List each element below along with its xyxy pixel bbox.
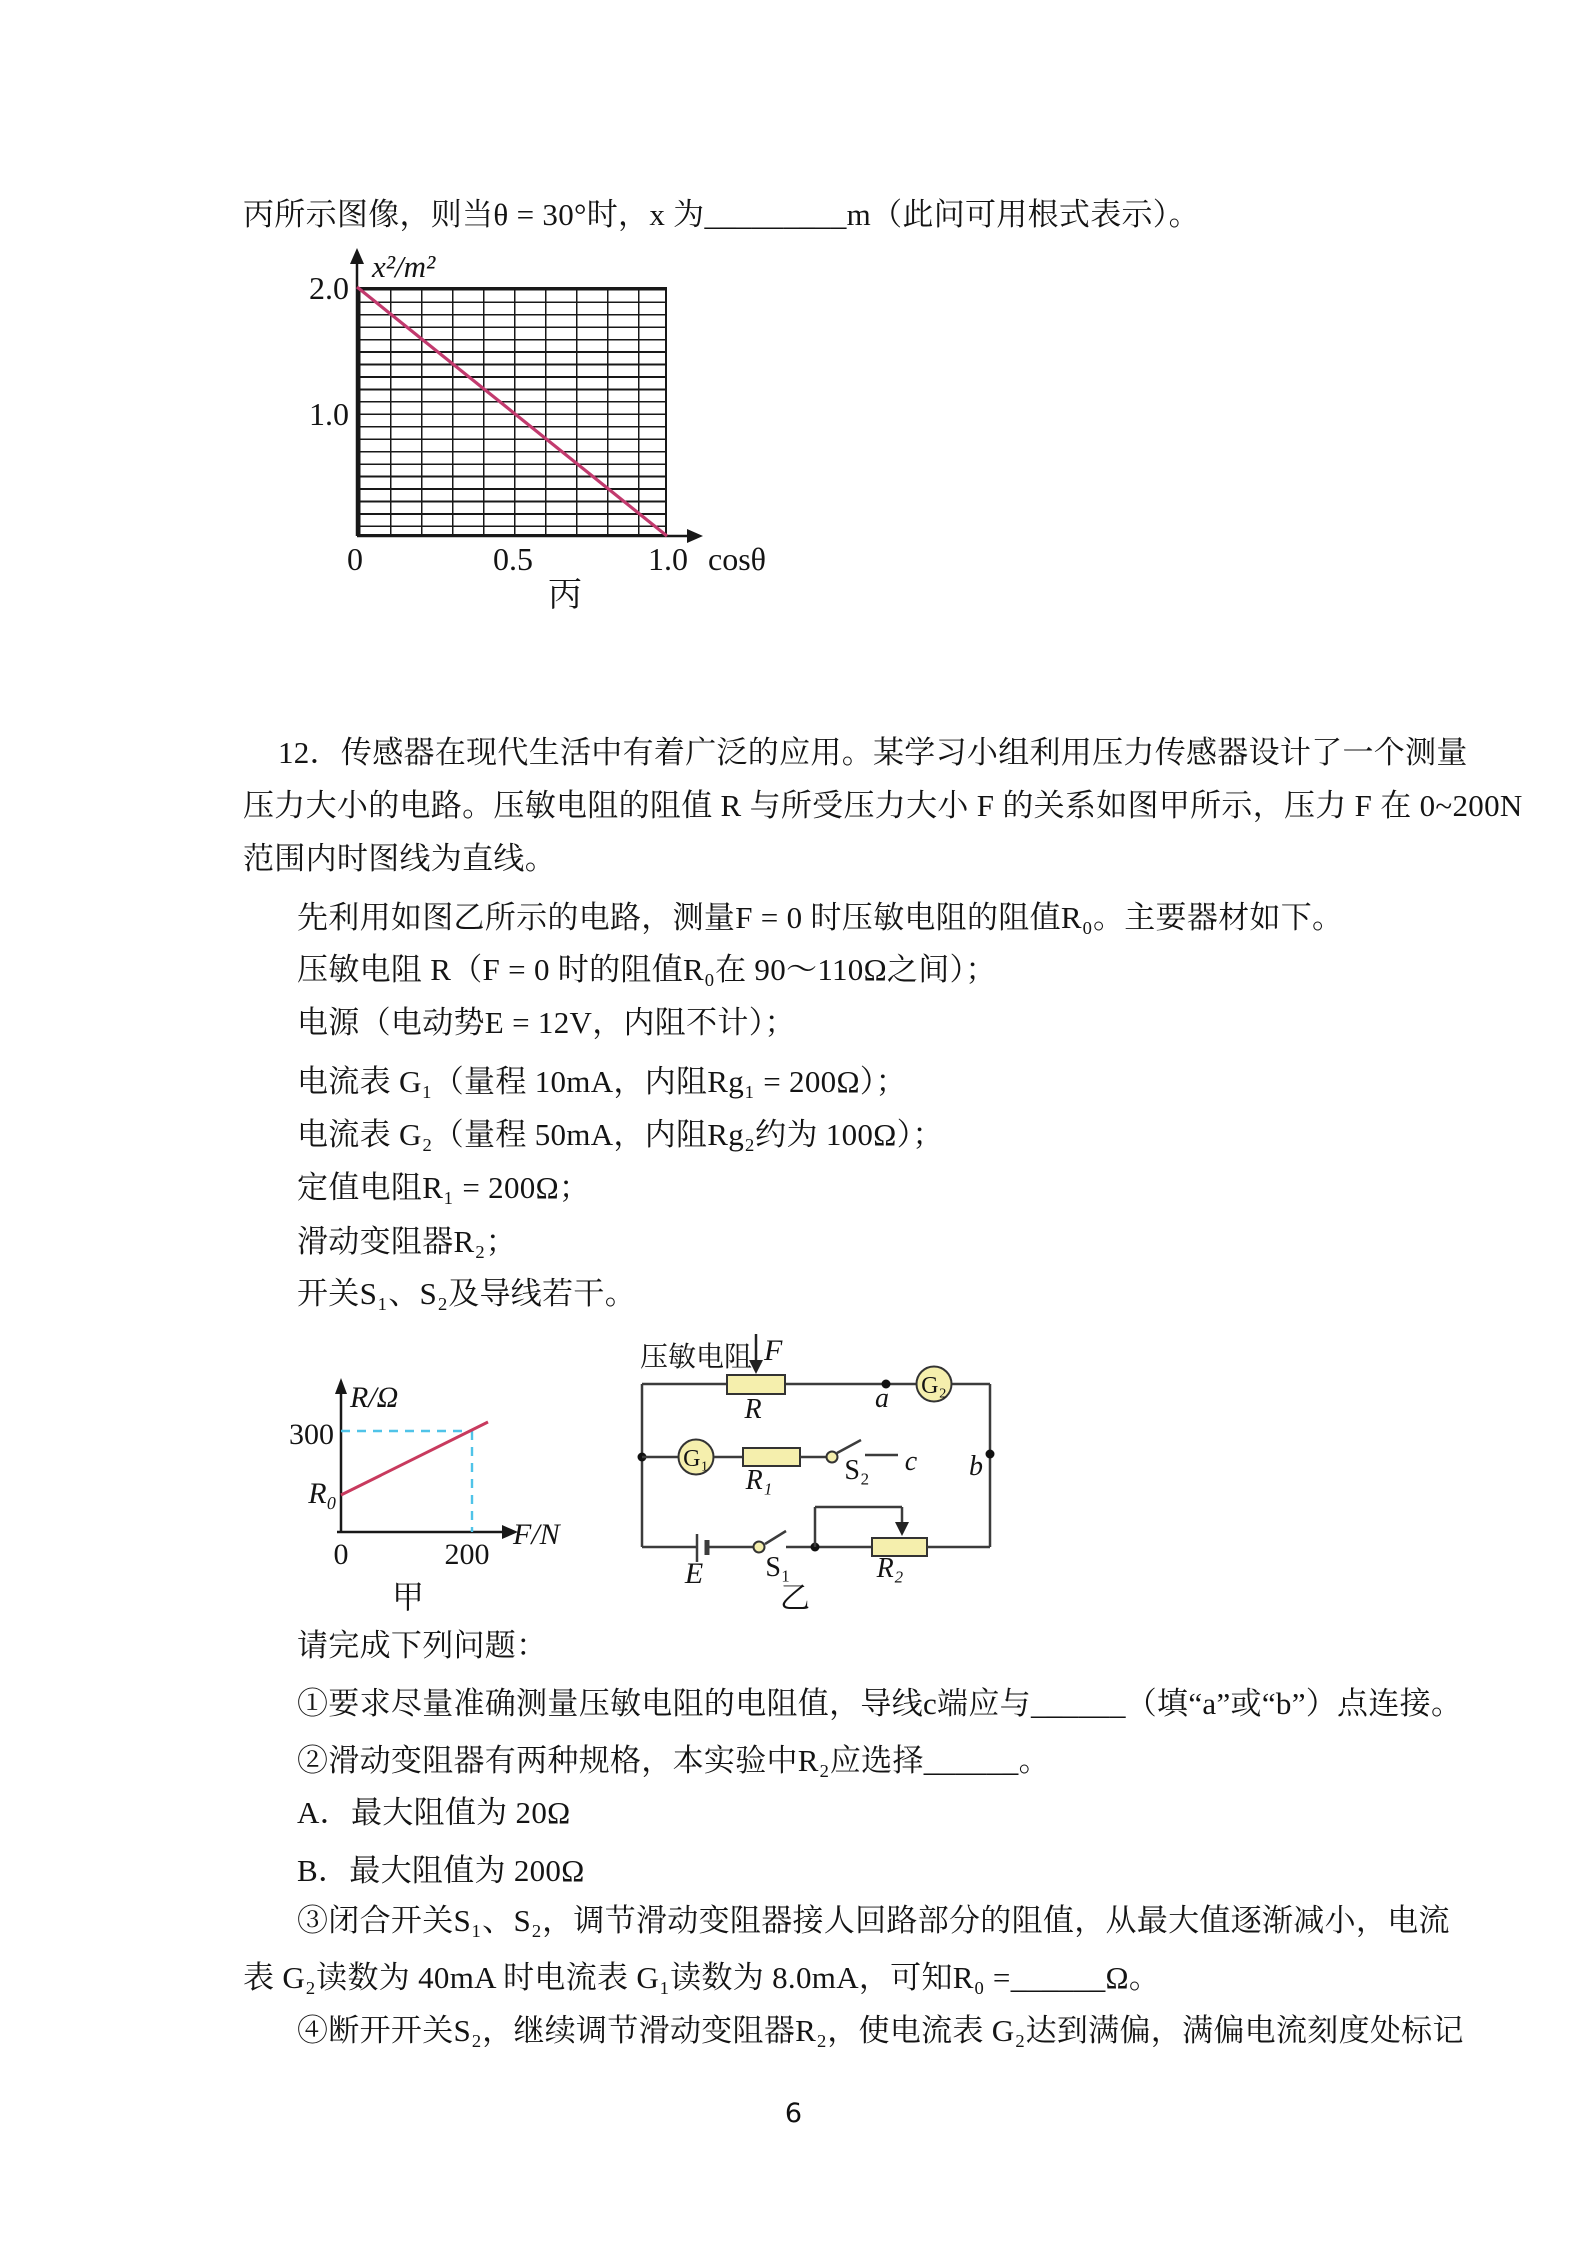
question-2: ②滑动变阻器有两种规格，本实验中R₂应选择______。	[297, 1743, 1050, 1778]
switch-s1-label: S₁	[765, 1552, 791, 1583]
bing-ytick-1: 1.0	[309, 396, 349, 432]
bing-x-label: cosθ	[708, 541, 766, 577]
meter-g2-label: G₂	[921, 1373, 947, 1399]
jia-caption: 甲	[391, 1579, 425, 1615]
sensor-label: 压敏电阻	[640, 1342, 753, 1373]
equipment-item: 电流表 G₁（量程 10mA，内阻Rg₁ = 200Ω）；	[297, 1064, 907, 1099]
setup-line: 先利用如图乙所示的电路，测量F = 0 时压敏电阻的阻值R₀。主要器材如下。	[297, 900, 1344, 935]
switch-s1-lever	[765, 1531, 786, 1544]
yi-caption: 乙	[780, 1582, 810, 1615]
q12-line2: 压力大小的电路。压敏电阻的阻值 R 与所受压力大小 F 的关系如图甲所示，压力 F 在 0~200N	[243, 788, 1523, 823]
bing-chart	[300, 240, 780, 630]
q12-line3: 范围内时图线为直线。	[243, 841, 556, 876]
point-b-node	[986, 1450, 995, 1459]
sensor-r-label: R	[744, 1394, 762, 1425]
battery-label: E	[684, 1557, 704, 1590]
question-3-line2: 表 G₂读数为 40mA 时电流表 G₁读数为 8.0mA，可知R₀ =______Ω。	[243, 1960, 1161, 1995]
option-b: B．最大阻值为 200Ω	[297, 1853, 585, 1888]
option-a: A．最大阻值为 20Ω	[297, 1795, 571, 1830]
sensor-r-body	[727, 1375, 785, 1394]
jia-y-label: R/Ω	[350, 1381, 399, 1414]
jia-xtick-200: 200	[444, 1538, 490, 1571]
point-c-label: c	[904, 1446, 918, 1477]
switch-s2-label: S₂	[844, 1455, 870, 1486]
switch-s1-pivot	[754, 1542, 765, 1553]
point-a-label: a	[875, 1383, 889, 1414]
jia-ytick-r0: R₀	[308, 1477, 337, 1510]
question-1: ①要求尽量准确测量压敏电阻的电阻值，导线c端应与______（填“a”或“b”）点连接。	[297, 1686, 1463, 1721]
bing-y-axis-arrow-icon	[350, 248, 364, 264]
bing-caption: 丙	[548, 577, 582, 614]
point-b-label: b	[969, 1451, 983, 1482]
bing-ytick-2: 2.0	[309, 270, 349, 306]
question-4-line1: ④断开开关S₂，继续调节滑动变阻器R₂，使电流表 G₂达到满偏，满偏电流刻度处标记	[297, 2013, 1464, 2048]
jia-data-line	[341, 1422, 488, 1495]
resistor-r1-label: R₁	[745, 1465, 773, 1496]
equipment-item: 滑动变阻器R₂；	[297, 1224, 517, 1259]
equipment-item: 压敏电阻 R（F = 0 时的阻值R₀在 90～110Ω之间）；	[297, 952, 997, 987]
bing-xtick-05: 0.5	[493, 541, 533, 577]
complete-prompt: 请完成下列问题：	[297, 1628, 548, 1663]
switch-s2-lever	[837, 1440, 861, 1453]
bing-x-axis-arrow-icon	[687, 529, 703, 543]
equipment-item: 电流表 G₂（量程 50mA，内阻Rg₂约为 100Ω）；	[297, 1117, 944, 1152]
meter-g1-label: G₁	[683, 1446, 709, 1472]
page-number: 6	[784, 2098, 803, 2129]
rheostat-r2-label: R₂	[876, 1553, 904, 1584]
switch-s2-pivot	[827, 1452, 838, 1463]
force-label: F	[764, 1334, 783, 1367]
yi-circuit	[620, 1300, 1060, 1630]
jia-x-label: F/N	[513, 1518, 560, 1551]
equipment-item: 定值电阻R₁ = 200Ω；	[297, 1170, 591, 1205]
bing-y-label: x²/m²	[372, 249, 436, 284]
bing-data-line	[357, 287, 667, 536]
bing-xtick-0: 0	[347, 541, 363, 577]
jia-chart	[280, 1360, 580, 1640]
slider-arrow-icon	[895, 1522, 909, 1536]
jia-ytick-300: 300	[289, 1418, 334, 1451]
bing-xtick-1: 1.0	[648, 541, 688, 577]
intro-line: 丙所示图像，则当θ = 30°时，x 为_________m（此问可用根式表示）。	[243, 197, 1200, 232]
q12-line1: 12．传感器在现代生活中有着广泛的应用。某学习小组利用压力传感器设计了一个测量	[278, 735, 1468, 770]
jia-y-axis-arrow-icon	[335, 1378, 347, 1394]
equipment-item: 开关S₁、S₂及导线若干。	[297, 1276, 636, 1311]
equipment-item: 电源（电动势E = 12V，内阻不计）；	[297, 1005, 796, 1040]
question-3-line1: ③闭合开关S₁、S₂，调节滑动变阻器接人回路部分的阻值，从最大值逐渐减小，电流	[297, 1903, 1450, 1938]
resistor-r1-body	[743, 1448, 800, 1466]
jia-xtick-0: 0	[333, 1538, 349, 1571]
